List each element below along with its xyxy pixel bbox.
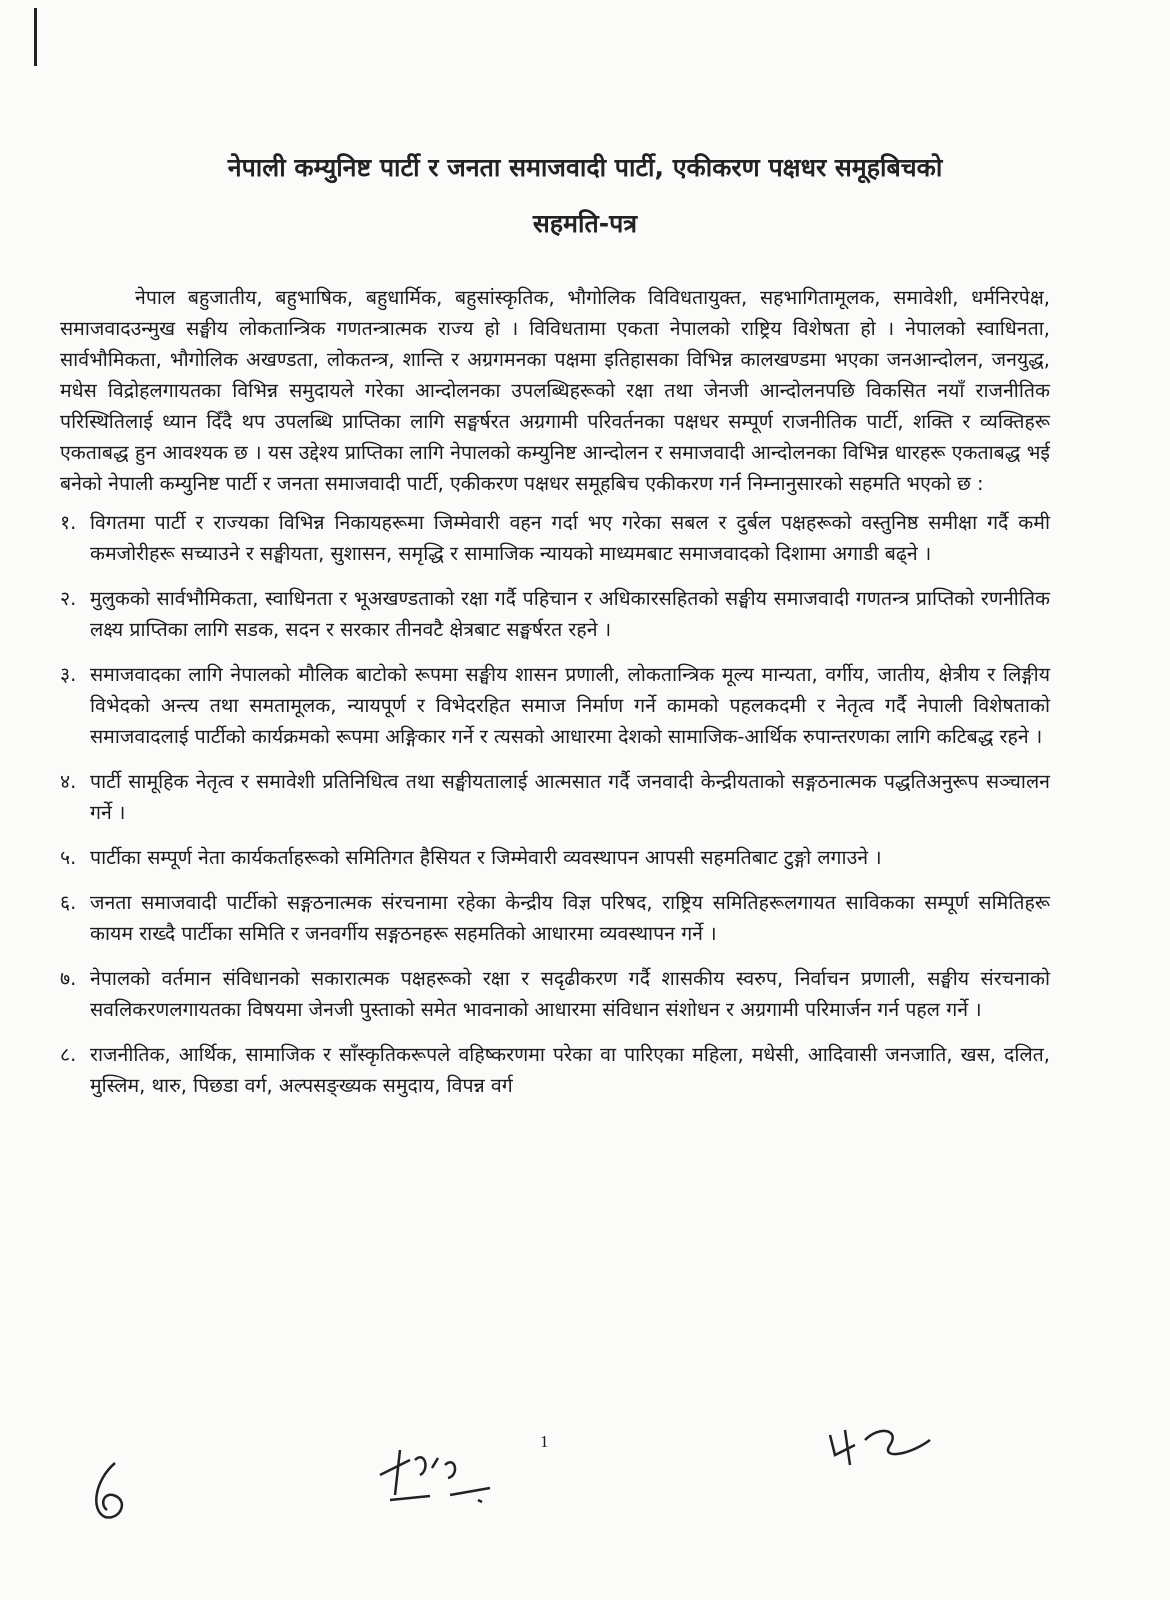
agreement-list [60,507,1050,1101]
signature-1 [85,1455,145,1525]
item-number: ८. [60,1043,77,1066]
agreement-item [60,766,1050,828]
item-number: १. [60,511,77,534]
agreement-item [60,583,1050,645]
agreement-item [60,1039,1050,1101]
item-number: ६. [60,891,77,914]
document-body [60,282,1050,1115]
agreement-item [60,887,1050,949]
item-number: ५. [60,846,77,869]
item-text: मुलुकको सार्वभौमिकता, स्वाधिनता र भूअखण्डताको रक्षा गर्दै पहिचान र अधिकारसहितको सङ्घीय समाजवादी गणतन्त्र प्राप्तिको रणनीतिक लक्ष्य प्राप्तिका लागि सडक, सदन र सरकार तीनवटै क्षेत्रबाट सङ्घर्षरत रहने । [90,587,1050,641]
page-number: 1 [540,1432,549,1451]
agreement-item [60,507,1050,569]
item-text: नेपालको वर्तमान संविधानको सकारात्मक पक्षहरूको रक्षा र सदृढीकरण गर्दै शासकीय स्वरुप, निर्वाचन प्रणाली, सङ्घीय संरचनाको सवलिकरणलगायतका विषयमा जेनजी पुस्ताको समेत भावनाको आधारमा संविधान संशोधन र अग्रगामी परिमार्जन गर्न पहल गर्ने । [90,967,1050,1021]
agreement-item [60,842,1050,873]
item-text: राजनीतिक, आर्थिक, सामाजिक र साँस्कृतिकरूपले वहिष्करणमा परेका वा पारिएका महिला, मधेसी, आदिवासी जनजाति, खस, दलित, मुस्लिम, थारु, पिछडा वर्ग, अल्पसङ्ख्यक समुदाय, विपन्न वर्ग [90,1043,1050,1097]
signature-3 [820,1415,940,1475]
item-number: ४. [60,770,77,793]
item-number: २. [60,587,77,610]
signature-2 [370,1430,510,1510]
item-text: जनता समाजवादी पार्टीको सङ्गठनात्मक संरचनामा रहेका केन्द्रीय विज्ञ परिषद, राष्ट्रिय समितिहरूलगायत साविकका सम्पूर्ण समितिहरू कायम राख्दै पार्टीका समिति र जनवर्गीय सङ्गठनहरू सहमतिको आधारमा व्यवस्थापन गर्ने । [90,891,1050,945]
item-text: पार्टी सामूहिक नेतृत्व र समावेशी प्रतिनिधित्व तथा सङ्घीयतालाई आत्मसात गर्दै जनवादी केन्द्रीयताको सङ्गठनात्मक पद्धतिअनुरूप सञ्चालन गर्ने । [90,770,1050,824]
title-line-1: नेपाली कम्युनिष्ट पार्टी र जनता समाजवादी पार्टी, एकीकरण पक्षधर समूहबिचको [227,153,943,182]
document-title [60,140,1110,252]
title-line-2: सहमति-पत्र [532,209,638,238]
item-text: विगतमा पार्टी र राज्यका विभिन्न निकायहरूमा जिम्मेवारी वहन गर्दा भए गरेका सबल र दुर्बल पक्षहरूको वस्तुनिष्ठ समीक्षा गर्दै कमी कमजोरीहरू सच्याउने र सङ्घीयता, सुशासन, समृद्धि र सामाजिक न्यायको माध्यमबाट समाजवादको दिशामा अगाडी बढ्ने । [90,511,1050,565]
agreement-item [60,659,1050,752]
item-text: पार्टीका सम्पूर्ण नेता कार्यकर्ताहरूको समितिगत हैसियत र जिम्मेवारी व्यवस्थापन आपसी सहमतिबाट टुङ्गो लगाउने । [90,846,882,869]
item-number: ७. [60,967,77,990]
item-number: ३. [60,663,77,686]
margin-mark [34,8,37,66]
item-text: समाजवादका लागि नेपालको मौलिक बाटोको रूपमा सङ्घीय शासन प्रणाली, लोकतान्त्रिक मूल्य मान्यता, वर्गीय, जातीय, क्षेत्रीय र लिङ्गीय विभेदको अन्त्य तथा समतामूलक, न्यायपूर्ण र विभेदरहित समाज निर्माण गर्ने कामको पहलकदमी र नेतृत्व गर्दै नेपाली विशेषताको समाजवादलाई पार्टीको कार्यक्रमको रूपमा अङ्गिकार गर्ने र त्यसको आधारमा देशको सामाजिक-आर्थिक रुपान्तरणका लागि कटिबद्ध रहने । [90,663,1050,748]
agreement-item [60,963,1050,1025]
intro-paragraph: नेपाल बहुजातीय, बहुभाषिक, बहुधार्मिक, बहुसांस्कृतिक, भौगोलिक विविधतायुक्त, सहभागितामूलक, समावेशी, धर्मनिरपेक्ष, समाजवादउन्मुख सङ्घीय लोकतान्त्रिक गणतन्त्रात्मक राज्य हो । विविधतामा एकता नेपालको राष्ट्रिय विशेषता हो । नेपालको स्वाधिनता, सार्वभौमिकता, भौगोलिक अखण्डता, लोकतन्त्र, शान्ति र अग्रगमनका पक्षमा इतिहासका विभिन्न कालखण्डमा भएका जनआन्दोलन, जनयुद्ध, मधेस विद्रोहलगायतका विभिन्न समुदायले गरेका आन्दोलनका उपलब्धिहरूको रक्षा तथा जेनजी आन्दोलनपछि विकसित नयाँ राजनीतिक परिस्थितिलाई ध्यान दिँदै थप उपलब्धि प्राप्तिका लागि सङ्घर्षरत अग्रगामी परिवर्तनका पक्षधर सम्पूर्ण राजनीतिक पार्टी, शक्ति र व्यक्तिहरू एकताबद्ध हुन आवश्यक छ । यस उद्देश्य प्राप्तिका लागि नेपालको कम्युनिष्ट आन्दोलन र समाजवादी आन्दोलनका विभिन्न धारहरू एकताबद्ध भई बनेको नेपाली कम्युनिष्ट पार्टी र जनता समाजवादी पार्टी, एकीकरण पक्षधर समूहबिच एकीकरण गर्न निम्नानुसारको सहमति भएको छ : [60,286,1050,495]
